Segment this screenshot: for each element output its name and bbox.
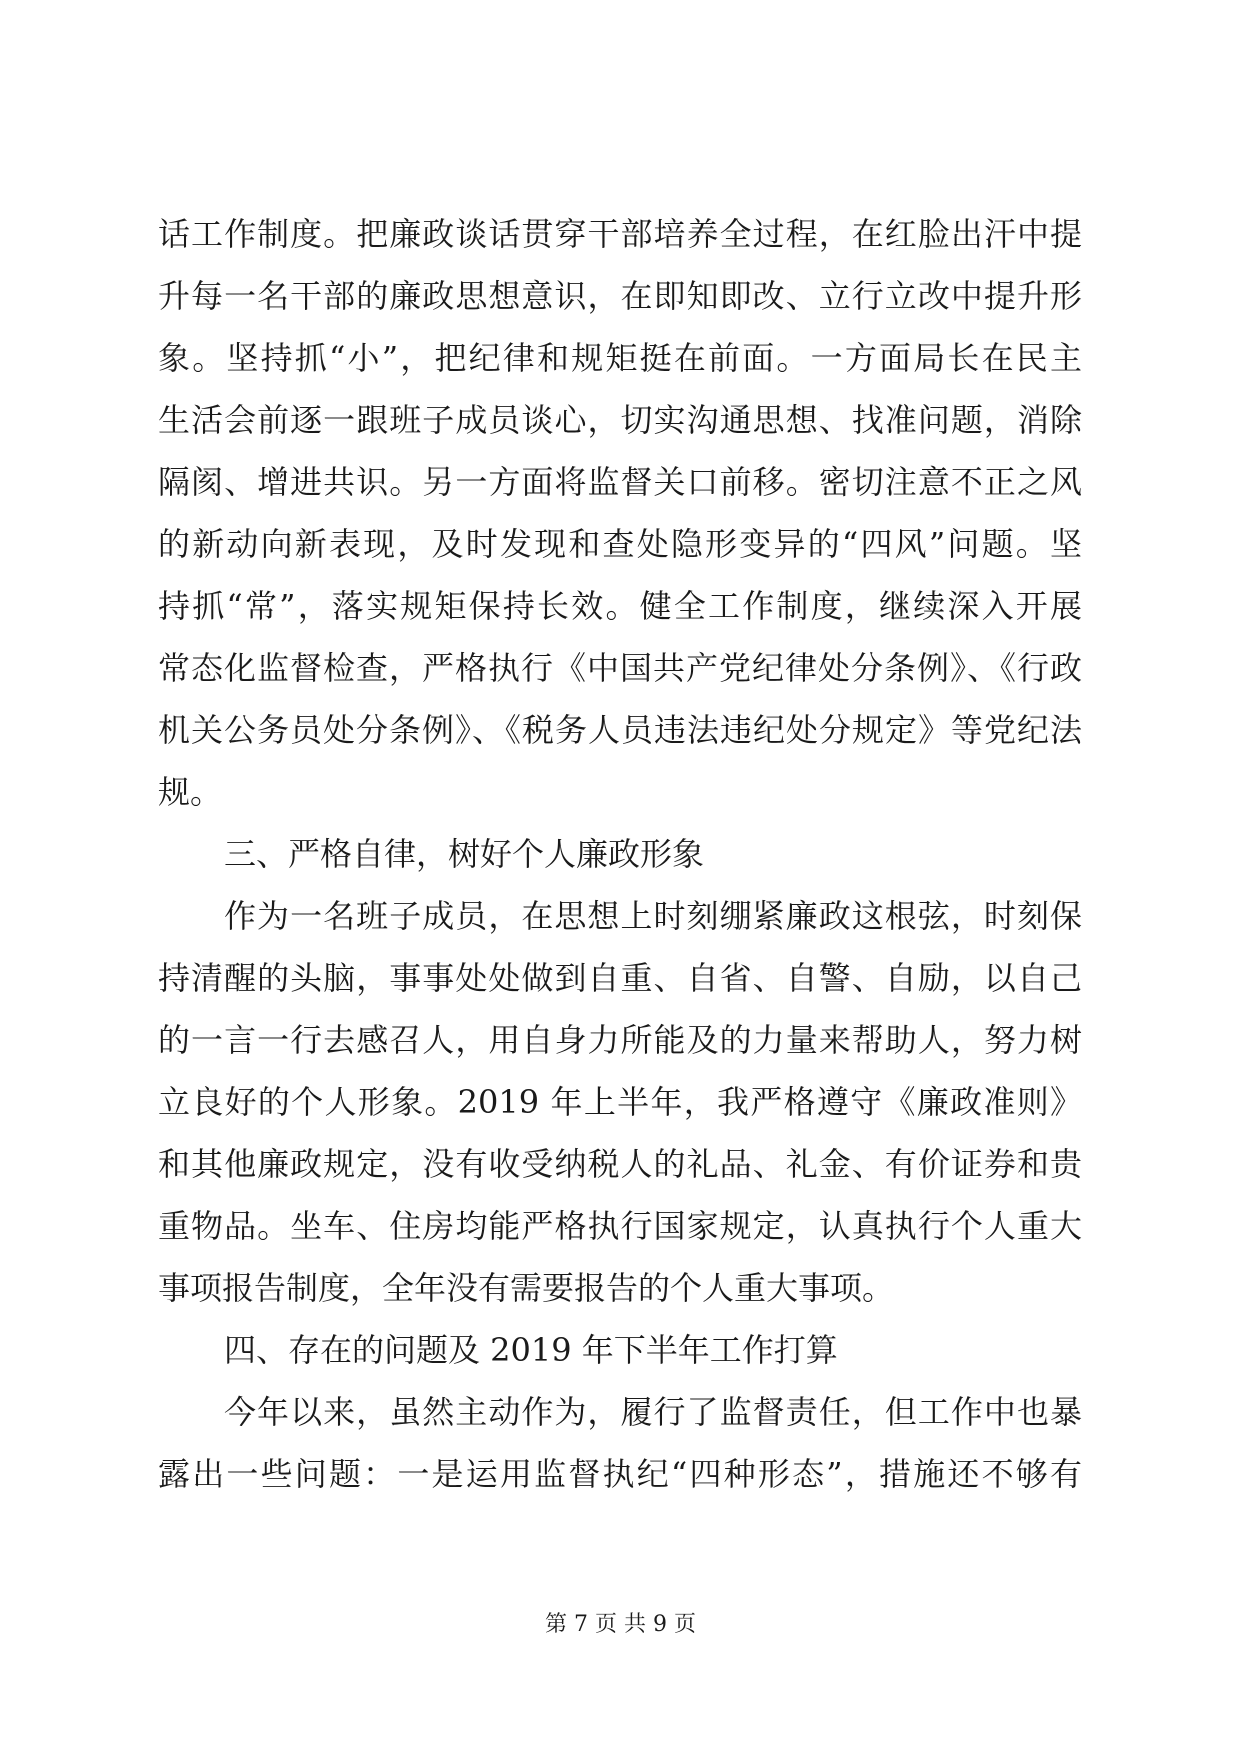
body-line: 的新动向新表现，及时发现和查处隐形变异的“四风”问题。坚 — [158, 525, 1082, 563]
page-number-footer: 第 7 页 共 9 页 — [545, 1612, 696, 1637]
body-line: 话工作制度。把廉政谈话贯穿干部培养全过程，在红脸出汗中提 — [158, 215, 1082, 253]
body-line: 象。坚持抓“小”，把纪律和规矩挺在前面。一方面局长在民主 — [158, 339, 1082, 377]
section-heading: 三、严格自律，树好个人廉政形象 — [224, 835, 705, 873]
body-line: 持清醒的头脑，事事处处做到自重、自省、自警、自励，以自己 — [158, 959, 1082, 997]
body-line: 常态化监督检查，严格执行《中国共产党纪律处分条例》、《行政 — [158, 649, 1082, 687]
body-line: 重物品。坐车、住房均能严格执行国家规定，认真执行个人重大 — [158, 1207, 1082, 1245]
paragraph-first-line: 今年以来，虽然主动作为，履行了监督责任，但工作中也暴 — [224, 1393, 1082, 1431]
body-line: 升每一名干部的廉政思想意识，在即知即改、立行立改中提升形 — [158, 277, 1082, 315]
document-body — [158, 203, 1082, 1505]
body-line: 生活会前逐一跟班子成员谈心，切实沟通思想、找准问题，消除 — [158, 401, 1082, 439]
paragraph-first-line: 作为一名班子成员，在思想上时刻绷紧廉政这根弦，时刻保 — [224, 897, 1082, 935]
body-line: 立良好的个人形象。2019 年上半年，我严格遵守《廉政准则》 — [158, 1083, 1082, 1121]
body-line: 露出一些问题：一是运用监督执纪“四种形态”，措施还不够有 — [158, 1455, 1082, 1493]
body-line: 的一言一行去感召人，用自身力所能及的力量来帮助人，努力树 — [158, 1021, 1082, 1059]
body-line: 机关公务员处分条例》、《税务人员违法违纪处分规定》等党纪法 — [158, 711, 1082, 749]
section-heading: 四、存在的问题及 2019 年下半年工作打算 — [224, 1331, 838, 1369]
body-line: 持抓“常”，落实规矩保持长效。健全工作制度，继续深入开展 — [158, 587, 1082, 625]
body-line: 和其他廉政规定，没有收受纳税人的礼品、礼金、有价证券和贵 — [158, 1145, 1082, 1183]
body-line: 事项报告制度，全年没有需要报告的个人重大事项。 — [158, 1269, 895, 1307]
body-line: 隔阂、增进共识。另一方面将监督关口前移。密切注意不正之风 — [158, 463, 1082, 501]
body-line: 规。 — [158, 773, 223, 811]
